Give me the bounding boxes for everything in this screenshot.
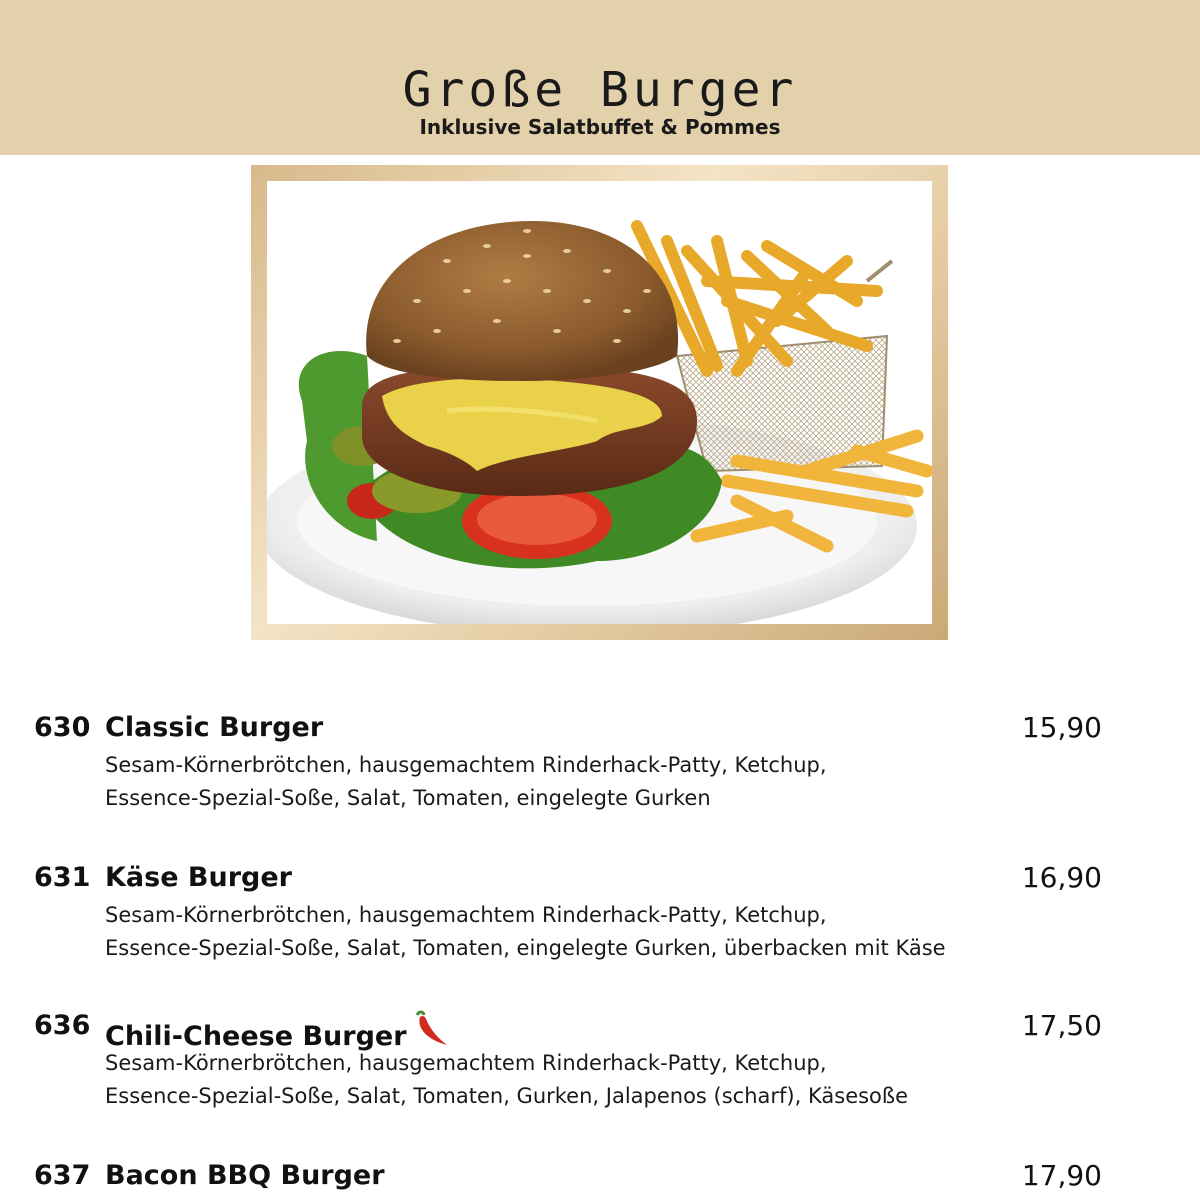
item-number: 636 xyxy=(34,1010,91,1041)
item-description xyxy=(105,749,1005,815)
item-number: 637 xyxy=(34,1160,91,1191)
chili-pepper-icon xyxy=(411,1009,451,1049)
header-banner xyxy=(0,0,1200,155)
page-subtitle: Inklusive Salatbuffet & Pommes xyxy=(419,115,781,139)
item-name: Classic Burger xyxy=(105,712,324,743)
item-number: 631 xyxy=(34,862,91,893)
page-title: Große Burger xyxy=(402,62,798,118)
item-description-line: Sesam-Körnerbrötchen, hausgemachtem Rinderhack-Patty, Ketchup, xyxy=(105,753,827,777)
item-name: Bacon BBQ Burger xyxy=(105,1160,385,1191)
item-description-line: Sesam-Körnerbrötchen, hausgemachtem Rinderhack-Patty, Ketchup, xyxy=(105,1051,827,1075)
item-description-line: Sesam-Körnerbrötchen, hausgemachtem Rinderhack-Patty, Ketchup, xyxy=(105,903,827,927)
item-name: Chili-Cheese Burger xyxy=(105,1021,407,1052)
burger-illustration xyxy=(267,181,932,624)
item-number: 630 xyxy=(34,712,91,743)
item-name: Käse Burger xyxy=(105,862,292,893)
item-description xyxy=(105,1047,1005,1113)
item-description-line: Essence-Spezial-Soße, Salat, Tomaten, eingelegte Gurken xyxy=(105,786,711,810)
item-price: 15,90 xyxy=(1021,711,1102,744)
item-price: 17,50 xyxy=(1021,1009,1102,1042)
item-price: 17,90 xyxy=(1021,1159,1102,1192)
item-description-line: Essence-Spezial-Soße, Salat, Tomaten, eingelegte Gurken, überbacken mit Käse xyxy=(105,936,946,960)
item-price: 16,90 xyxy=(1021,861,1102,894)
burger-and-fries-photo xyxy=(267,181,932,624)
item-description-line: Essence-Spezial-Soße, Salat, Tomaten, Gurken, Jalapenos (scharf), Käsesoße xyxy=(105,1084,909,1108)
item-description xyxy=(105,899,1005,965)
